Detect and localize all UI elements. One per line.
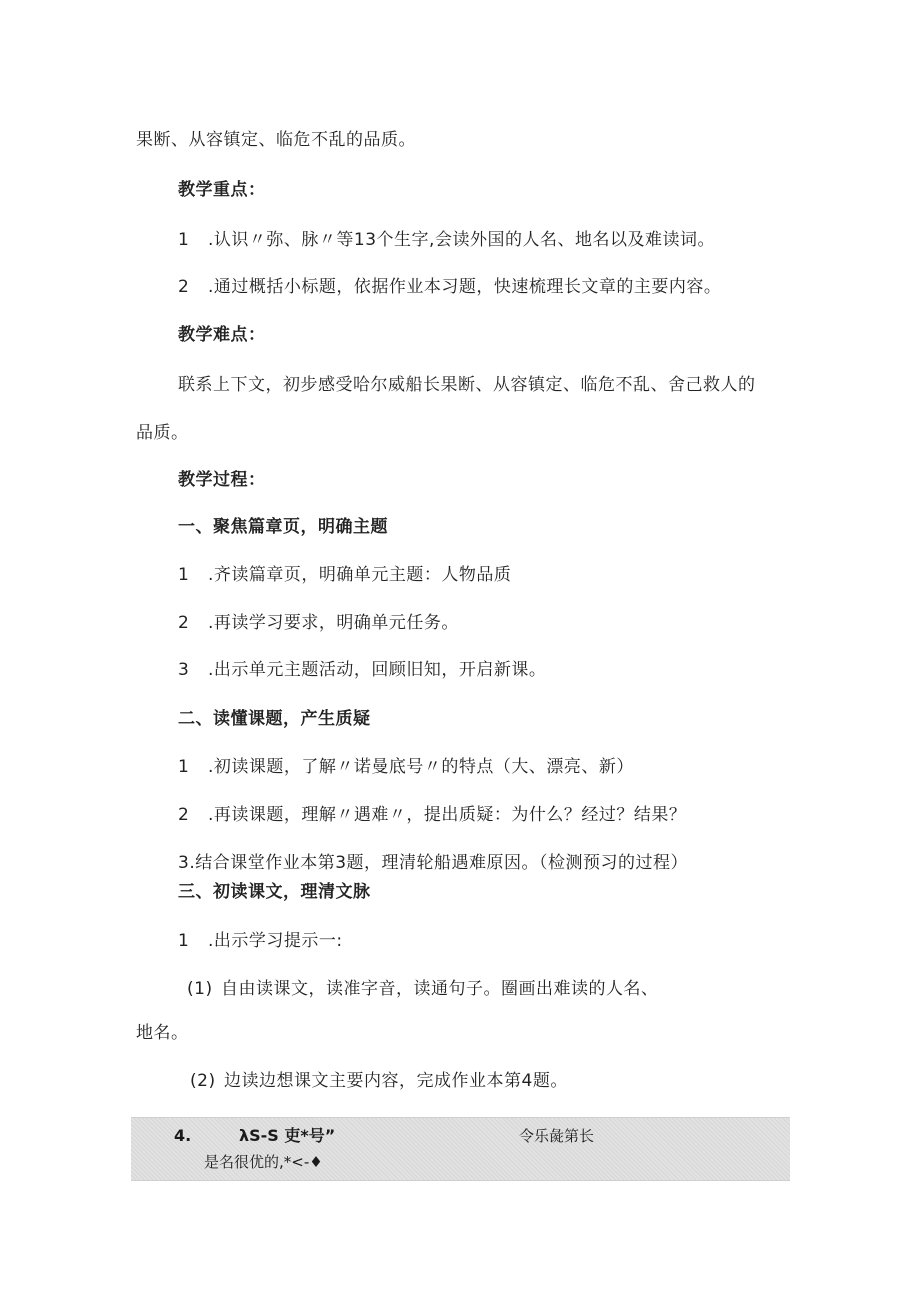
scan-line-2: 是名很优的,*<-♦ <box>204 1153 323 1171</box>
process-heading: 教学过程： <box>178 470 266 490</box>
focus-item-2-text: .通过概括小标题，依据作业本习题，快速梳理长文章的主要内容。 <box>208 277 722 297</box>
scan-number: 4. <box>174 1126 192 1145</box>
section-2-heading: 二、读懂课题，产生质疑 <box>178 709 371 729</box>
section-3-sub-1-continuation: 地名。 <box>136 1023 189 1043</box>
section-2-item-2 <box>178 803 686 827</box>
focus-item-1-number: 1 <box>178 230 190 250</box>
section-3-heading: 三、初读课文，理清文脉 <box>178 882 371 902</box>
section-3-sub-2 <box>190 1069 568 1093</box>
focus-item-2 <box>178 275 721 299</box>
section-3-item-1 <box>178 929 343 953</box>
section-1-item-2 <box>178 611 459 635</box>
section-2-item-3: 3.结合课堂作业本第3题，理清轮船遇难原因。（检测预习的过程） <box>178 853 689 873</box>
section-1-item-1-number: 1 <box>178 565 190 585</box>
difficulty-text-line-2: 品质。 <box>136 423 189 443</box>
section-3-sub-1 <box>187 977 659 1001</box>
section-3-item-1-number: 1 <box>178 931 190 951</box>
section-3-sub-1-text: 自由读课文，读准字音，读通句子。圈画出难读的人名、 <box>221 979 659 999</box>
scan-text-a: λS-S 吏*号” <box>239 1126 336 1145</box>
section-1-item-2-number: 2 <box>178 613 190 633</box>
section-1-item-3-text: .出示单元主题活动，回顾旧知，开启新课。 <box>208 660 547 680</box>
intro-tail-text: 果断、从容镇定、临危不乱的品质。 <box>136 130 416 150</box>
section-2-item-1 <box>178 755 634 779</box>
focus-item-1 <box>178 228 715 252</box>
section-2-item-1-number: 1 <box>178 757 190 777</box>
section-1-heading: 一、聚焦篇章页，明确主题 <box>178 517 388 537</box>
focus-item-1-text: .认识〃弥、脉〃等13个生字,会读外国的人名、地名以及难读词。 <box>208 230 715 250</box>
section-1-item-1-text: .齐读篇章页，明确单元主题：人物品质 <box>208 565 512 585</box>
section-3-sub-1-number: (1) <box>187 979 213 999</box>
section-1-item-3-number: 3 <box>178 660 190 680</box>
section-3-sub-2-text: 边读边想课文主要内容，完成作业本第4题。 <box>224 1071 568 1091</box>
scan-text-b: 令乐彘第长 <box>519 1127 595 1145</box>
difficulty-text-line-1: 联系上下文，初步感受哈尔威船长果断、从容镇定、临危不乱、舍己救人的 <box>178 375 756 395</box>
scanned-exercise-image <box>131 1117 790 1181</box>
section-1-item-3 <box>178 658 546 682</box>
section-3-sub-2-number: (2) <box>190 1071 216 1091</box>
section-2-item-2-number: 2 <box>178 805 190 825</box>
section-2-item-1-text: .初读课题，了解〃诺曼底号〃的特点（大、漂亮、新） <box>208 757 634 777</box>
section-2-item-2-text: .再读课题，理解〃遇难〃，提出质疑：为什么？经过？结果？ <box>208 805 687 825</box>
focus-heading: 教学重点： <box>178 180 266 200</box>
difficulty-heading: 教学难点： <box>178 325 266 345</box>
section-1-item-2-text: .再读学习要求，明确单元任务。 <box>208 613 459 633</box>
focus-item-2-number: 2 <box>178 277 190 297</box>
section-3-item-1-text: .出示学习提示一: <box>208 931 343 951</box>
section-1-item-1 <box>178 563 511 587</box>
